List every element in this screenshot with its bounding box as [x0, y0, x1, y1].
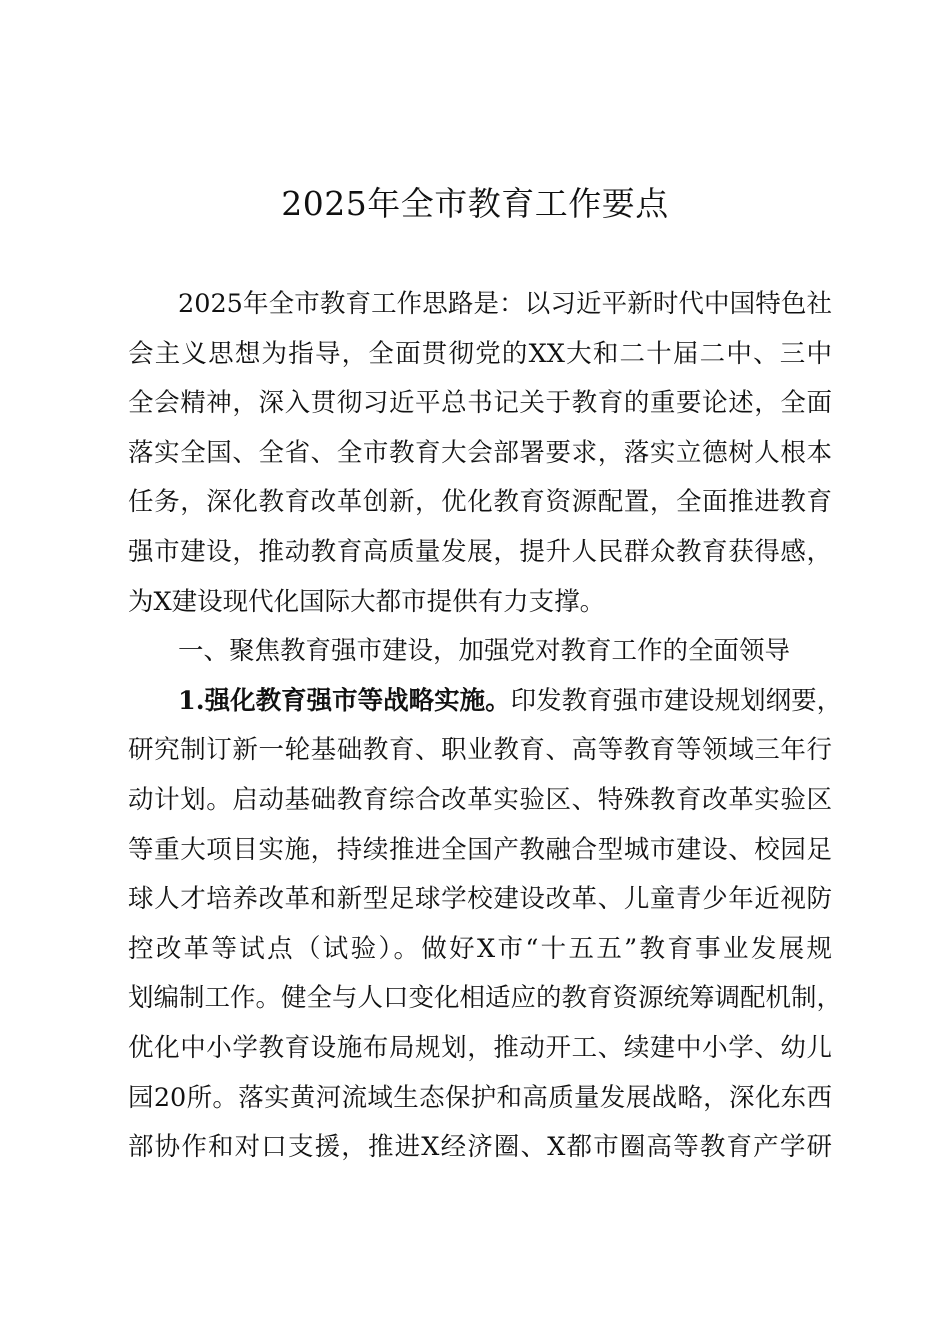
intro-line: 会主义思想为指导，全面贯彻党的XX大和二十届二中、三中 [128, 338, 832, 369]
intro-line: 落实全国、全省、全市教育大会部署要求，落实立德树人根本 [128, 437, 832, 468]
item1-line: 动计划。启动基础教育综合改革实验区、特殊教育改革实验区 [128, 784, 832, 815]
document-body [128, 280, 843, 1173]
document-title: 2025年全市教育工作要点 [281, 184, 669, 223]
section-heading: 一、聚焦教育强市建设，加强党对教育工作的全面领导 [178, 636, 791, 667]
item1-lead: 1.强化教育强市等战略实施。 [178, 685, 511, 716]
intro-line: 全会精神，深入贯彻习近平总书记关于教育的重要论述，全面 [128, 388, 832, 419]
item1-line: 等重大项目实施，持续推进全国产教融合型城市建设、校园足 [128, 834, 832, 865]
item1-line: 园20所。落实黄河流域生态保护和高质量发展战略，深化东西 [128, 1082, 832, 1113]
item1-line: 球人才培养改革和新型足球学校建设改革、儿童青少年近视防 [128, 884, 832, 915]
item1-first-rest: 印发教育强市建设规划纲要， [510, 685, 843, 716]
intro-line: 强市建设，推动教育高质量发展，提升人民群众教育获得感， [128, 536, 832, 567]
item1-line: 部协作和对口支援，推进X经济圈、X都市圈高等教育产学研 [128, 1132, 832, 1163]
item1-line: 划编制工作。健全与人口变化相适应的教育资源统筹调配机制， [128, 983, 843, 1014]
intro-line: 为X建设现代化国际大都市提供有力支撑。 [128, 586, 606, 617]
item1-line: 研究制订新一轮基础教育、职业教育、高等教育等领域三年行 [128, 735, 832, 766]
item1-line: 优化中小学教育设施布局规划，推动开工、续建中小学、幼儿 [128, 1032, 832, 1063]
item1-line: 控改革等试点（试验）。做好X市“十五五”教育事业发展规 [128, 933, 832, 964]
intro-line: 任务，深化教育改革创新，优化教育资源配置，全面推进教育 [128, 487, 832, 518]
item1-first-line [128, 677, 843, 727]
intro-line: 2025年全市教育工作思路是：以习近平新时代中国特色社 [178, 289, 832, 319]
